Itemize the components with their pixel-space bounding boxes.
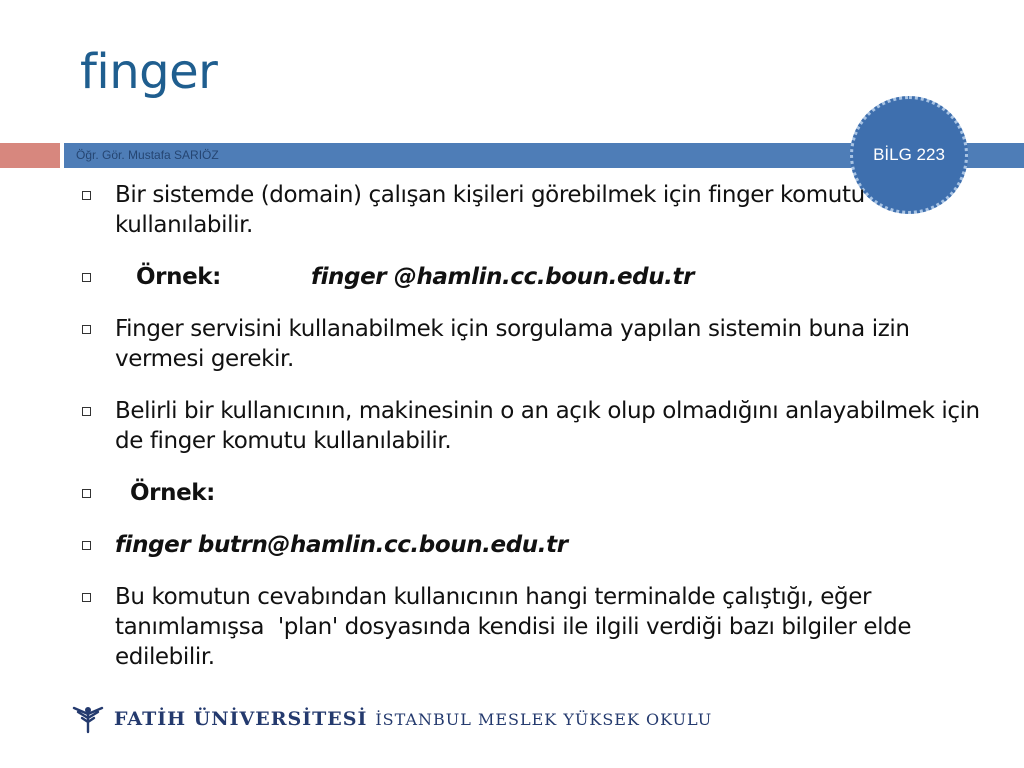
- university-footer: [68, 704, 712, 734]
- example-label: Örnek:: [130, 480, 215, 506]
- square-bullet-icon: [82, 541, 91, 550]
- list-item: [82, 478, 982, 508]
- square-bullet-icon: [82, 191, 91, 200]
- course-badge-label: BİLG 223: [873, 145, 945, 164]
- accent-bar-left: [0, 143, 60, 168]
- list-item: [82, 582, 982, 672]
- bullet-text: Finger servisini kullanabilmek için sorgulama yapılan sistemin buna izin vermesi gerekir.: [115, 316, 910, 372]
- square-bullet-icon: [82, 489, 91, 498]
- bullet-text: Bu komutun cevabından kullanıcının hangi terminalde çalıştığı, eğer tanımlamışsa 'plan' dosyasında kendisi ile ilgili verdiği bazı bilgiler elde edilebilir.: [115, 584, 919, 670]
- square-bullet-icon: [82, 593, 91, 602]
- list-item: [82, 314, 982, 374]
- slide-title: finger: [80, 44, 218, 100]
- example-label: Örnek:: [136, 264, 221, 290]
- school-name: İSTANBUL MESLEK YÜKSEK OKULU: [375, 709, 713, 729]
- example-command: finger @hamlin.cc.boun.edu.tr: [310, 264, 695, 290]
- bullet-list: [82, 180, 982, 694]
- list-item: [82, 396, 982, 456]
- example-command: finger butrn@hamlin.cc.boun.edu.tr: [115, 532, 568, 558]
- university-name: FATİH ÜNİVERSİTESİ: [114, 708, 368, 730]
- bullet-text: Belirli bir kullanıcının, makinesinin o an açık olup olmadığını anlayabilmek için de finger komutu kullanılabilir.: [115, 398, 980, 454]
- author-label: Öğr. Gör. Mustafa SARIÖZ: [76, 148, 219, 162]
- square-bullet-icon: [82, 325, 91, 334]
- university-logo-icon: [68, 704, 108, 734]
- square-bullet-icon: [82, 407, 91, 416]
- list-item: [82, 262, 982, 292]
- list-item: [82, 530, 982, 560]
- bullet-text: Bir sistemde (domain) çalışan kişileri görebilmek için finger komutu kullanılabilir.: [115, 182, 865, 238]
- square-bullet-icon: [82, 273, 91, 282]
- list-item: [82, 180, 982, 240]
